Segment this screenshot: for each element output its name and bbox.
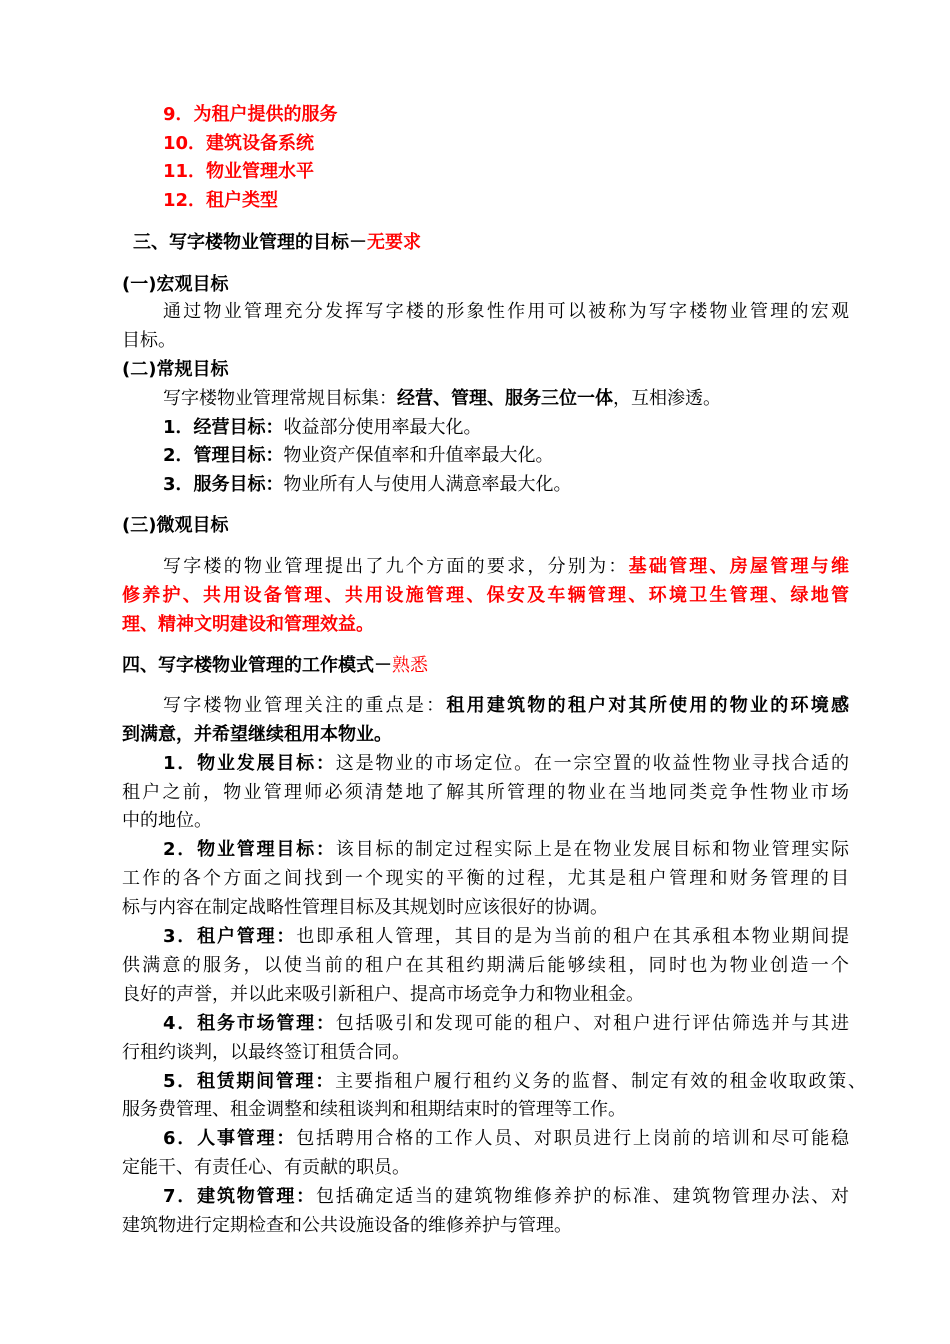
requirement-tag: 熟悉 <box>392 655 428 676</box>
list-item: 12．租户类型 <box>163 190 279 211</box>
paragraph-line: 通过物业管理充分发挥写字楼的形象性作用可以被称为写字楼物业管理的宏观 <box>163 301 849 322</box>
list-item: 10．建筑设备系统 <box>163 133 315 154</box>
paragraph-line: 标与内容在制定战略性管理目标及其规划时应该很好的协调。 <box>122 897 608 918</box>
item-text: 该目标的制定过程实际上是在物业发展目标和物业管理实际 <box>335 839 849 860</box>
section-heading-text: 四、写字楼物业管理的工作模式－ <box>122 655 392 676</box>
subsection-title: (二)常规目标 <box>122 359 229 380</box>
paragraph-line: 服务费管理、租金调整和续租谈判和租期结束时的管理等工作。 <box>122 1099 626 1120</box>
item-label: 3．服务目标： <box>163 474 284 495</box>
paragraph-line: 租户之前，物业管理师必须清楚地了解其所管理的物业在当地同类竞争性物业市场 <box>122 782 849 803</box>
item-label: 5．租赁期间管理： <box>163 1071 336 1092</box>
item-label: 2．管理目标： <box>163 445 284 466</box>
paragraph-line: 定能干、有责任心、有贡献的职员。 <box>122 1157 410 1178</box>
section-heading <box>122 652 428 680</box>
paragraph-line: 良好的声誉，并以此来吸引新租户、提高市场竞争力和物业租金。 <box>122 984 644 1005</box>
item-text: 也即承租人管理，其目的是为当前的租户在其承租本物业期间提 <box>296 926 849 947</box>
item-text: 包括吸引和发现可能的租户、对租户进行评估筛选并与其进 <box>335 1013 849 1034</box>
paragraph-line: 理、精神文明建设和管理效益。 <box>122 614 374 635</box>
list-item <box>163 442 554 470</box>
subsection-title: (三)微观目标 <box>122 515 229 536</box>
text-run: 写字楼物业管理常规目标集： <box>163 388 397 409</box>
paragraph-line: 供满意的服务，以使当前的租户在其租约期满后能够续租，同时也为物业创造一个 <box>122 955 849 976</box>
list-item: 11．物业管理水平 <box>163 161 315 182</box>
list-item <box>163 1125 849 1153</box>
paragraph-line: 到满意，并希望继续租用本物业。 <box>122 724 392 745</box>
item-label: 6．人事管理： <box>163 1128 297 1149</box>
item-label: 1．物业发展目标： <box>163 753 336 774</box>
list-item <box>163 750 849 778</box>
paragraph-line <box>163 692 849 720</box>
list-item <box>163 923 849 951</box>
item-text: 这是物业的市场定位。在一宗空置的收益性物业寻找合适的 <box>335 753 849 774</box>
item-text: 物业所有人与使用人满意率最大化。 <box>283 474 572 495</box>
section-heading <box>133 229 421 257</box>
text-run: ，互相渗透。 <box>613 388 721 409</box>
emphasis-text: 经营、管理、服务三位一体 <box>397 388 613 409</box>
list-item <box>163 414 482 442</box>
item-label: 4．租务市场管理： <box>163 1013 336 1034</box>
item-label: 2．物业管理目标： <box>163 839 336 860</box>
item-label: 3．租户管理： <box>163 926 297 947</box>
paragraph-line: 行租约谈判，以最终签订租赁合同。 <box>122 1042 410 1063</box>
list-item <box>163 836 849 864</box>
text-run: 写字楼物业管理关注的重点是： <box>163 695 447 716</box>
paragraph-line: 工作的各个方面之间找到一个现实的平衡的过程，尤其是租户管理和财务管理的目 <box>122 868 849 889</box>
text-run: 写字楼的物业管理提出了九个方面的要求，分别为： <box>163 556 629 577</box>
requirement-tag: 无要求 <box>367 232 421 253</box>
item-text: 包括确定适当的建筑物维修养护的标准、建筑物管理办法、对 <box>316 1186 850 1207</box>
item-text: 包括聘用合格的工作人员、对职员进行上岗前的培训和尽可能稳 <box>296 1128 849 1149</box>
item-text: 主要指租户履行租约义务的监督、制定有效的租金收取政策、 <box>335 1071 866 1092</box>
emphasis-text: 基础管理、房屋管理与维 <box>628 556 850 577</box>
paragraph-line <box>163 385 721 413</box>
item-label: 1．经营目标： <box>163 417 284 438</box>
paragraph-line: 建筑物进行定期检查和公共设施设备的维修养护与管理。 <box>122 1215 572 1236</box>
paragraph-line: 修养护、共用设备管理、共用设施管理、保安及车辆管理、环境卫生管理、绿地管 <box>122 585 849 606</box>
list-item <box>163 471 572 499</box>
paragraph-line: 中的地位。 <box>122 810 212 831</box>
section-heading-text: 三、写字楼物业管理的目标－ <box>133 232 367 253</box>
subsection-title: (一)宏观目标 <box>122 274 229 295</box>
item-text: 收益部分使用率最大化。 <box>283 417 482 438</box>
item-label: 7．建筑物管理： <box>163 1186 316 1207</box>
emphasis-text: 租用建筑物的租户对其所使用的物业的环境感 <box>446 695 850 716</box>
list-item <box>163 1183 849 1211</box>
list-item <box>163 1068 866 1096</box>
paragraph-line <box>163 553 849 581</box>
item-text: 物业资产保值率和升值率最大化。 <box>283 445 554 466</box>
list-item: 9．为租户提供的服务 <box>163 104 338 125</box>
paragraph-line: 目标。 <box>122 330 176 351</box>
list-item <box>163 1010 849 1038</box>
